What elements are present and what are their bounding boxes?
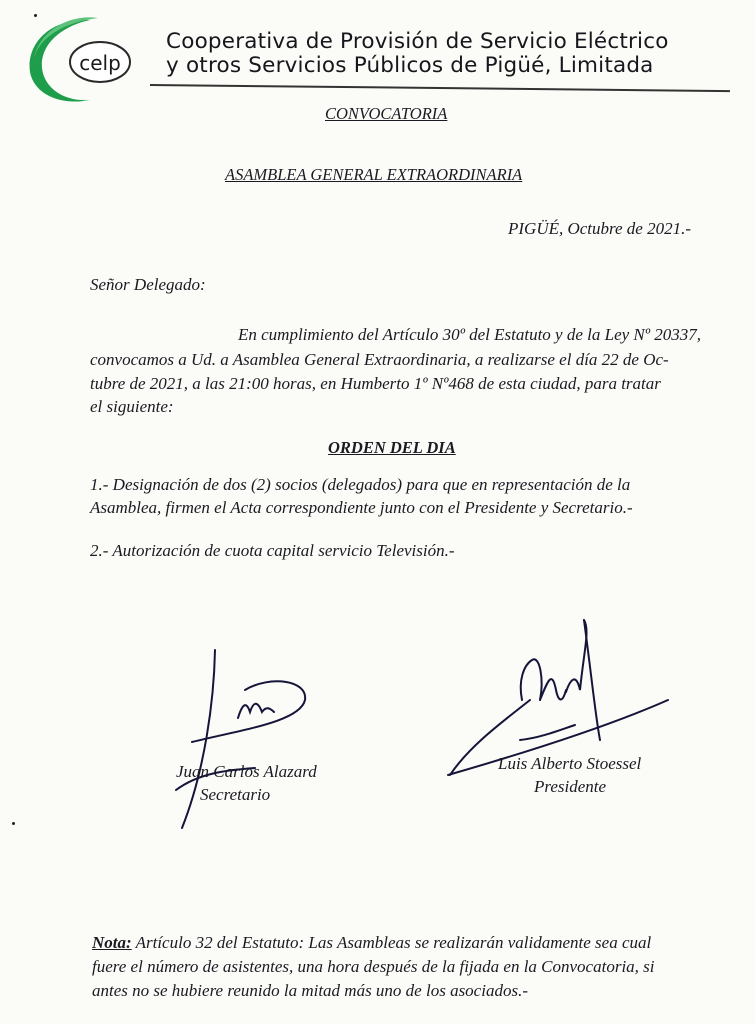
president-name: Luis Alberto Stoessel [498,754,642,773]
note-label: Nota: [92,933,132,952]
logo-text: celp [79,51,121,75]
note-line-3: antes no se hubiere reunido la mitad más uno de los asociados.- [92,981,528,1000]
org-line-2: y otros Servicios Públicos de Pigüé, Limitada [166,53,654,78]
org-line-1: Cooperativa de Provisión de Servicio Eléctrico [166,29,669,54]
celp-logo [20,14,138,104]
place-date: PIGÜÉ, Octubre de 2021.- [508,219,692,238]
item-2: 2.- Autorización de cuota capital servicio Televisión.- [90,541,455,560]
convocatoria-title: CONVOCATORIA [325,104,448,123]
asamblea-title: ASAMBLEA GENERAL EXTRAORDINARIA [225,165,523,184]
secretary-name: Juan Carlos Alazard [176,762,317,781]
intro-line-2: convocamos a Ud. a Asamblea General Extraordinaria, a realizarse el día 22 de Oc- [90,350,669,369]
speck [34,14,37,17]
item-1-line-1: 1.- Designación de dos (2) socios (delegados) para que en representación de la [90,475,631,494]
note-line-1 [92,933,651,953]
note-line-2: fuere el número de asistentes, una hora después de la fijada en la Convocatoria, si [92,957,655,976]
organization-name [166,30,736,78]
secretary-role: Secretario [200,785,271,804]
intro-line-3: tubre de 2021, a las 21:00 horas, en Humberto 1º Nº468 de esta ciudad, para tratar [90,374,661,393]
header-rule [150,84,730,92]
intro-line-4: el siguiente: [90,397,174,416]
president-role: Presidente [534,777,607,796]
orden-del-dia-title: ORDEN DEL DIA [328,438,456,457]
item-1-line-2: Asamblea, firmen el Acta correspondiente junto con el Presidente y Secretario.- [90,498,633,517]
salutation: Señor Delegado: [90,275,206,294]
intro-line-1: En cumplimiento del Artículo 30º del Estatuto y de la Ley Nº 20337, [238,325,702,344]
note-text-1: Artículo 32 del Estatuto: Las Asambleas se realizarán validamente sea cual [131,933,652,952]
speck [12,822,15,825]
